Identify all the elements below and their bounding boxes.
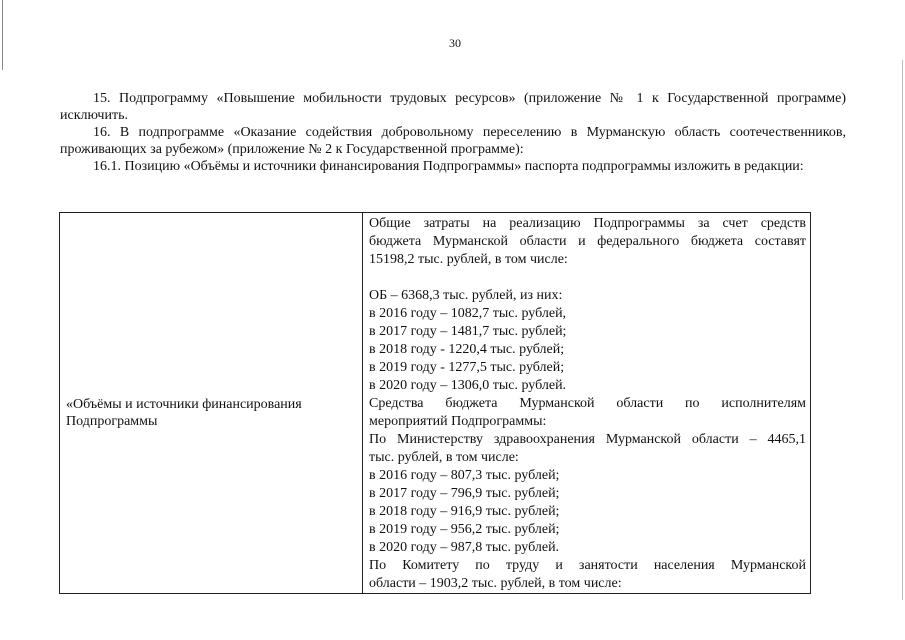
total-line-2: бюджета Мурманской области и федерального бюджета составят <box>369 234 806 249</box>
paragraph-16 <box>60 124 846 158</box>
financing-value-cell <box>363 213 811 594</box>
total-line-1: Общие затраты на реализацию Подпрограммы за счет средств <box>369 216 806 231</box>
scan-edge-left <box>2 0 3 70</box>
committee-line-1: По Комитету по труду и занятости населения Мурманской <box>369 558 806 573</box>
ministry-year-2017: в 2017 году – 796,9 тыс. рублей; <box>369 486 560 501</box>
ministry-year-2016: в 2016 году – 807,3 тыс. рублей; <box>369 468 560 483</box>
executors-line-1: Средства бюджета Мурманской области по исполнителям <box>369 396 806 411</box>
paragraph-16-1-number: 16.1. <box>93 159 121 174</box>
ministry-line-2: тыс. рублей, в том числе: <box>369 450 519 465</box>
financing-label-line1: «Объёмы и источники финансирования <box>66 397 302 412</box>
page-number: 30 <box>449 36 461 50</box>
committee-line-2: области – 1903,2 тыс. рублей, в том числе: <box>369 576 622 591</box>
paragraph-15 <box>60 90 846 124</box>
ministry-year-2019: в 2019 году – 956,2 тыс. рублей; <box>369 522 560 537</box>
ob-year-2016: в 2016 году – 1082,7 тыс. рублей, <box>369 306 567 321</box>
ministry-year-2018: в 2018 году – 916,9 тыс. рублей; <box>369 504 560 519</box>
ob-year-2019: в 2019 году - 1277,5 тыс. рублей; <box>369 360 565 375</box>
ob-year-2018: в 2018 году - 1220,4 тыс. рублей; <box>369 342 565 357</box>
ob-header: ОБ – 6368,3 тыс. рублей, из них: <box>369 288 563 303</box>
financing-label-cell <box>60 213 363 594</box>
ob-year-2020: в 2020 году – 1306,0 тыс. рублей. <box>369 378 567 393</box>
scan-edge-right <box>902 60 903 600</box>
total-line-3: 15198,2 тыс. рублей, в том числе: <box>369 252 568 267</box>
ministry-line-1: По Министерству здравоохранения Мурманской области – 4465,1 <box>369 432 806 447</box>
paragraph-16-number: 16. <box>93 125 111 140</box>
ministry-year-2020: в 2020 году – 987,8 тыс. рублей. <box>369 540 560 555</box>
financing-table <box>59 212 811 594</box>
paragraph-15-text: Подпрограмму «Повышение мобильности трудовых ресурсов» (приложение № 1 к Государственной программе) исключить. <box>60 91 846 123</box>
spacer <box>369 269 806 287</box>
paragraph-15-number: 15. <box>93 91 111 106</box>
financing-label-line2: Подпрограммы <box>66 414 158 429</box>
paragraph-16-text: В подпрограмме «Оказание содействия добровольному переселению в Мурманскую область соотечественников, проживающих за рубежом» (приложение № 2 к Государственной программе): <box>60 125 847 157</box>
ob-year-2017: в 2017 году – 1481,7 тыс. рублей; <box>369 324 567 339</box>
paragraph-16-1-text: Позицию «Объёмы и источники финансирования Подпрограммы» паспорта подпрограммы изложить в редакции: <box>124 159 804 174</box>
executors-line-2: мероприятий Подпрограммы: <box>369 414 547 429</box>
table-row <box>60 213 811 594</box>
paragraph-16-1 <box>60 158 846 175</box>
